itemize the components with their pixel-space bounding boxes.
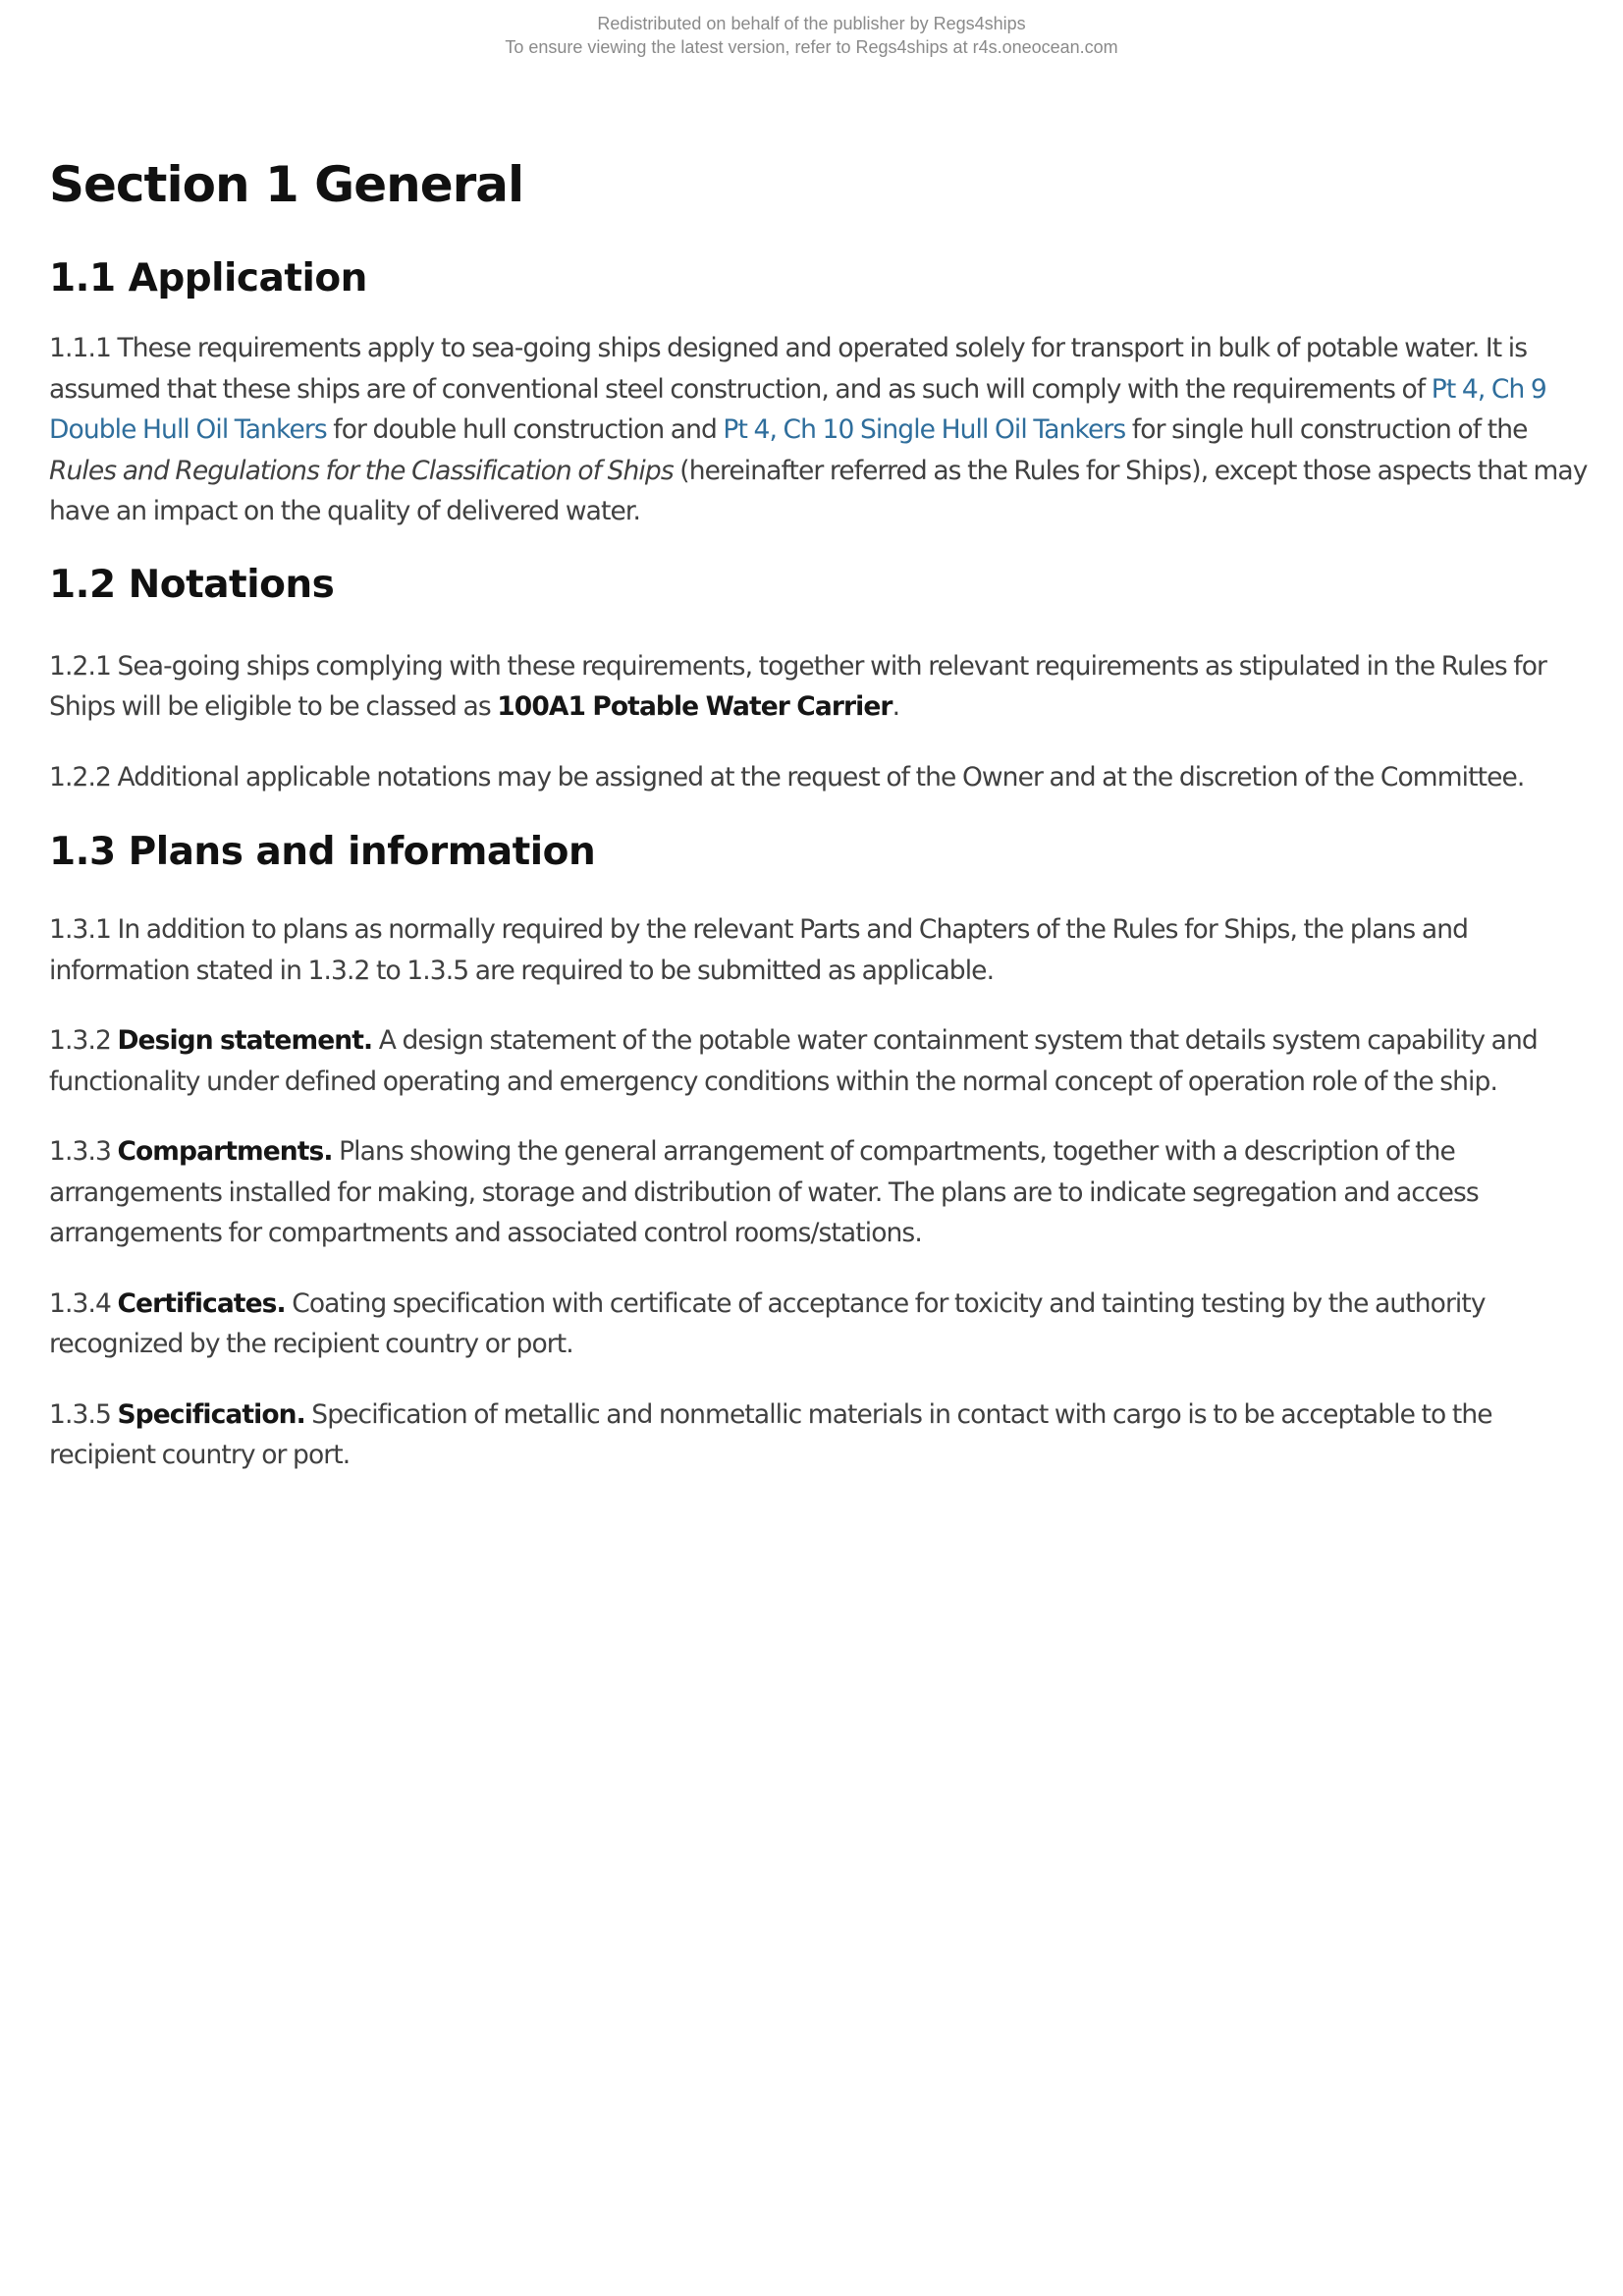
compartments-label: Compartments. [117,1136,333,1167]
document-body [49,147,1593,1476]
paragraph-1-3-1: 1.3.1 In addition to plans as normally required by the relevant Parts and Chapters of the Rules for Ships, the plans and information stated in 1.3.2 to 1.3.5 are required to be submitted as applicable. [49,914,1469,986]
design-statement-label: Design statement. [117,1025,373,1056]
paragraph-number: 1.3.3 [49,1136,118,1167]
redistribution-banner [0,12,1623,59]
paragraph-1-3-2 [49,1020,1593,1102]
paragraph-text: 1.1.1 These requirements apply to sea-going ships designed and operated solely for transport in bulk of potable water. It is assumed that these ships are of conventional steel construction, and as such will comply with the requirements of [49,333,1528,405]
heading-plans-information: 1.3 Plans and information [49,830,596,874]
paragraph-text: for double hull construction and [326,414,724,445]
heading-notations: 1.2 Notations [49,562,335,607]
link-pt4-ch9[interactable]: Pt 4, Ch 9 Double Hull Oil Tankers [49,373,1546,445]
paragraph-text: Coating specification with certificate of acceptance for toxicity and tainting testing by the authority recognized by the recipient country or port. [49,1287,1486,1359]
paragraph-number: 1.3.5 [49,1398,118,1430]
specification-label: Specification. [117,1398,305,1430]
paragraph-text: for single hull construction of the [1125,414,1528,445]
paragraph-text: . [892,691,900,722]
rules-title-italic: Rules and Regulations for the Classification of Ships [49,455,674,486]
paragraph-1-3-3 [49,1131,1593,1254]
heading-application: 1.1 Application [49,256,367,301]
paragraph-1-3-4 [49,1284,1593,1365]
banner-line-2: To ensure viewing the latest version, refer to Regs4ships at r4s.oneocean.com [505,37,1118,57]
paragraph-text: Plans showing the general arrangement of compartments, together with a description of the arrangements installed for making, storage and distribution of water. The plans are to indicate segregation and access arrangements for compartments and associated control rooms/stations. [49,1136,1479,1248]
paragraph-1-2-2: 1.2.2 Additional applicable notations may be assigned at the request of the Owner and at the discretion of the Committee. [49,761,1525,793]
banner-line-1: Redistributed on behalf of the publisher by Regs4ships [597,14,1026,33]
paragraph-text: (hereinafter referred as the Rules for Ships), except those aspects that may have an impact on the quality of delivered water. [49,455,1588,526]
paragraph-text: Specification of metallic and nonmetallic materials in contact with cargo is to be acceptable to the recipient country or port. [49,1398,1492,1470]
paragraph-text: A design statement of the potable water containment system that details system capability and functionality under defined operating and emergency conditions within the normal concept of operation role of the ship. [49,1025,1538,1097]
paragraph-1-3-5 [49,1394,1593,1476]
paragraph-text: 1.2.1 Sea-going ships complying with these requirements, together with relevant requirements as stipulated in the Rules for Ships will be eligible to be classed as [49,650,1547,722]
paragraph-number: 1.3.2 [49,1025,118,1056]
notation-bold: 100A1 Potable Water Carrier [497,691,893,722]
certificates-label: Certificates. [117,1287,286,1319]
section-title: Section 1 General [49,156,524,213]
paragraph-number: 1.3.4 [49,1287,118,1319]
paragraph-1-2-1 [49,646,1593,728]
paragraph-1-1-1 [49,328,1593,532]
link-pt4-ch10[interactable]: Pt 4, Ch 10 Single Hull Oil Tankers [723,414,1126,445]
